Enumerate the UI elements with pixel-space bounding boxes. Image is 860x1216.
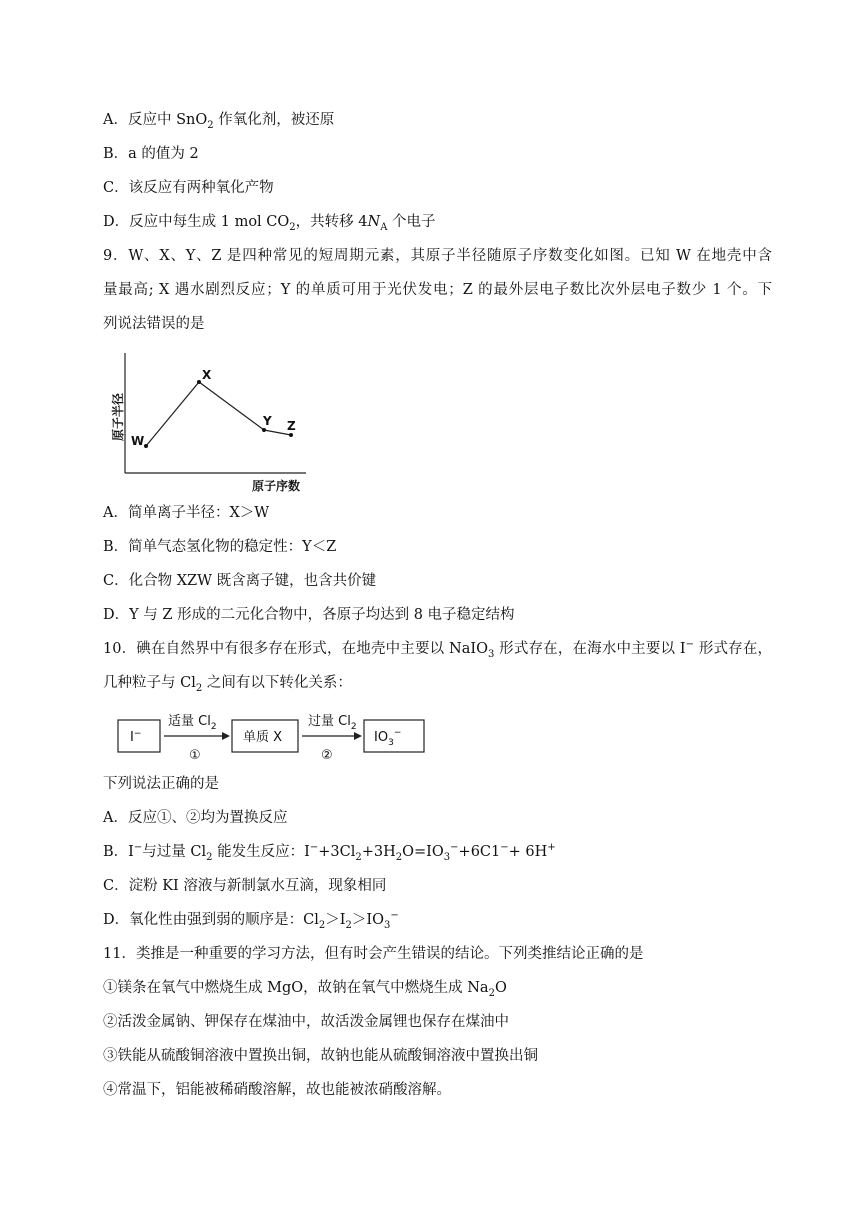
q10-option-a: A．反应①、②均为置换反应 xyxy=(103,810,288,826)
q10-option-d: D．氧化性由强到弱的顺序是：$Cl_2>I_2>IO_3^-$ xyxy=(103,910,399,931)
point-x xyxy=(197,380,201,384)
q10-option-c: C．淀粉 KI 溶液与新制氯水互滴，现象相同 xyxy=(103,878,387,894)
q10-prompt: 下列说法正确的是 xyxy=(103,776,219,792)
arrow-2-head xyxy=(354,732,362,740)
q8-option-d: D．反应中每生成 1 mol $CO_2$，共转移 $4N_A$ 个电子 xyxy=(103,214,436,233)
arrow-2-top: 过量 $Cl_2$ xyxy=(308,714,357,732)
label-y: Y xyxy=(263,414,272,428)
q9-stem-line2: 量最高; X 遇水剧烈反应；Y 的单质可用于光伏发电；Z 的最外层电子数比次外层电子数少 1 个。下 xyxy=(103,282,772,298)
arrow-1-bottom: ① xyxy=(189,748,201,763)
box-iodide-text: I− xyxy=(130,729,142,745)
q10-option-b: B．I−与过量 $Cl_2$ 能发生反应：$I^-+3Cl_2+3H_2O=IO_3^-+6C1^-+ 6H^+$ xyxy=(103,842,556,863)
q10-stem-line1: 10．碘在自然界中有很多存在形式，在地壳中主要以 NaIO$_3$ 形式存在，在海水中主要以 I− 形式存在， xyxy=(103,639,772,660)
label-z: Z xyxy=(287,419,296,433)
point-w xyxy=(144,444,148,448)
q8-option-a: A．反应中 SnO$_2$ 作氧化剂，被还原 xyxy=(103,112,335,131)
x-axis-label: 原子序数 xyxy=(251,479,301,493)
label-w: W xyxy=(131,434,145,448)
q9-stem-line1: 9．W、X、Y、Z 是四种常见的短周期元素，其原子半径随原子序数变化如图。已知 W 在地壳中含 xyxy=(103,248,772,264)
arrow-2-bottom: ② xyxy=(321,748,333,763)
q11-item-3: ③铁能从硫酸铜溶液中置换出铜，故钠也能从硫酸铜溶液中置换出铜 xyxy=(103,1048,538,1064)
q11-item-2: ②活泼金属钠、钾保存在煤油中，故活泼金属锂也保存在煤油中 xyxy=(103,1014,509,1030)
q9-radius-graph xyxy=(108,345,318,495)
q9-option-b: B．简单气态氢化物的稳定性：Y＜Z xyxy=(103,539,337,555)
q11-item-4: ④常温下，铝能被稀硝酸溶解，故也能被浓硝酸溶解。 xyxy=(103,1082,451,1098)
q9-stem-line3: 列说法错误的是 xyxy=(103,316,205,332)
q10-stem-line2: 几种粒子与 $Cl_2$ 之间有以下转化关系： xyxy=(103,675,352,694)
q11-stem: 11．类推是一种重要的学习方法，但有时会产生错误的结论。下列类推结论正确的是 xyxy=(103,946,644,962)
y-axis-label: 原子半径 xyxy=(111,392,125,442)
q8-option-b: B．a 的值为 2 xyxy=(103,146,199,162)
q8-option-c: C．该反应有两种氧化产物 xyxy=(103,180,274,196)
point-z xyxy=(289,433,293,437)
q9-option-d: D．Y 与 Z 形成的二元化合物中，各原子均达到 8 电子稳定结构 xyxy=(103,607,515,623)
label-x: X xyxy=(202,368,212,382)
q10-conversion-flow xyxy=(112,706,432,766)
box-element-x-text: 单质 X xyxy=(243,730,283,745)
arrow-1-top: 适量 $Cl_2$ xyxy=(168,714,217,732)
point-y xyxy=(262,428,266,432)
q9-option-a: A．简单离子半径：X＞W xyxy=(103,505,270,521)
arrow-1-head xyxy=(222,732,230,740)
box-iodate-text: $IO_3^-$ xyxy=(374,728,402,748)
q11-item-1: ①镁条在氧气中燃烧生成 MgO，故钠在氧气中燃烧生成 $Na_2O$ xyxy=(103,980,507,999)
q9-option-c: C．化合物 XZW 既含离子键，也含共价键 xyxy=(103,573,377,589)
